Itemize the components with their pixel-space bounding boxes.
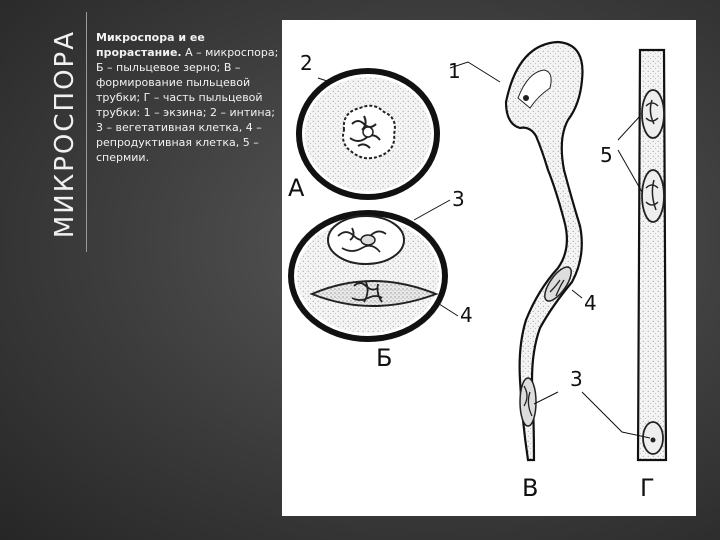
sperm-cell-lower — [642, 170, 664, 222]
microspore-nucleus — [343, 106, 395, 159]
tube-vegetative-nucleus — [520, 378, 536, 426]
label-4a: 4 — [460, 303, 473, 327]
label-1: 1 — [448, 59, 461, 83]
leader-3a — [414, 200, 450, 220]
microspore-illustration — [282, 20, 696, 516]
caption-body: А – микроспора; Б – пыльцевое зерно; В – формирование пыльцевой трубки; Г – часть пыльцевой трубки: 1 – экзина; 2 – интина; 3 – вегетативная клетка, 4 – репродуктивная клетка, 5 – спермии. — [96, 46, 279, 164]
caption-heading: Микроспора и ее прорастание. — [96, 31, 205, 59]
label-g: Г — [640, 474, 655, 502]
label-2: 2 — [300, 51, 313, 75]
leader-4a — [436, 302, 458, 316]
pollen-tube-g — [638, 50, 666, 460]
vegetative-nucleus — [328, 216, 404, 264]
sperm-cell-upper — [642, 90, 664, 138]
figure-caption — [96, 30, 280, 165]
label-3a: 3 — [452, 187, 465, 211]
tube-vegetative-nucleus-g — [643, 422, 663, 454]
label-b: Б — [376, 344, 393, 372]
slide-title-text: МИКРОСПОРА — [50, 30, 80, 239]
illustration-svg — [282, 20, 696, 516]
label-4b: 4 — [584, 291, 597, 315]
pollen-grain-b — [288, 210, 448, 342]
leader-4b — [572, 290, 582, 298]
pollen-tube-v — [506, 42, 583, 460]
title-divider-line — [86, 12, 87, 252]
vertical-slide-title — [48, 30, 82, 250]
label-v: В — [522, 474, 539, 502]
label-a: А — [288, 174, 305, 202]
label-5: 5 — [600, 143, 613, 167]
microspore-a — [296, 68, 440, 200]
label-3b: 3 — [570, 367, 583, 391]
leader-3b — [534, 392, 650, 438]
